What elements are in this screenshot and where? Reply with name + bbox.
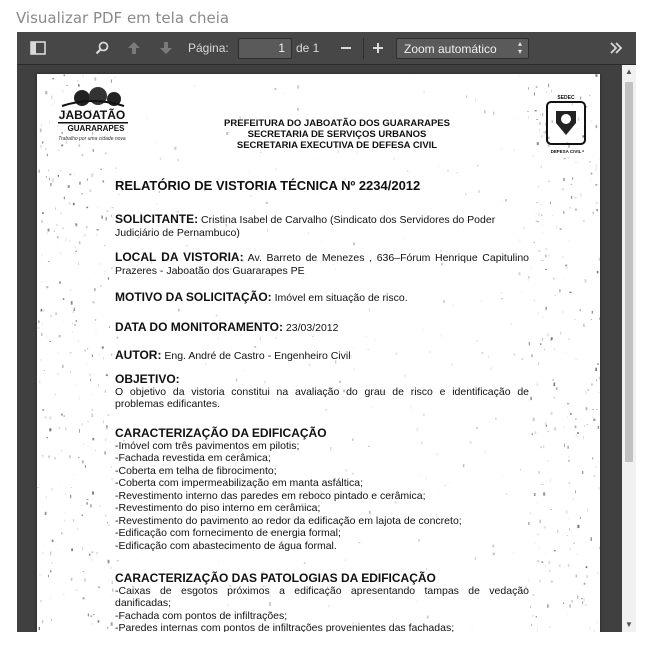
- chevron-double-right-icon: [609, 42, 623, 54]
- select-arrows-icon: ▴ ▾: [517, 39, 522, 56]
- zoom-in-button[interactable]: [367, 36, 389, 60]
- zoom-out-button[interactable]: [335, 36, 357, 60]
- motivo-value: Imóvel em situação de risco.: [274, 292, 408, 304]
- autor-field: [115, 349, 529, 363]
- data-field: [115, 321, 529, 335]
- scrollbar-thumb[interactable]: [625, 82, 633, 462]
- logo-right-top: SEDEC: [557, 95, 575, 101]
- search-icon: [95, 41, 109, 55]
- list-item: -Fachada com pontos de infiltrações;: [115, 609, 288, 622]
- list-item: -Coberta em telha de fibrocimento;: [115, 464, 277, 477]
- pdf-page: [37, 74, 600, 632]
- data-label: DATA DO MONITORAMENTO:: [115, 320, 283, 334]
- list-item: -Revestimento do piso interno em cerâmica;: [115, 502, 321, 514]
- list-item: -Fachada revestida em cerâmica;: [115, 452, 271, 464]
- local-label: LOCAL DA VISTORIA:: [115, 250, 244, 264]
- list-item: -Revestimento do pavimento ao redor da edificação em lajota de concreto;: [115, 514, 462, 527]
- zoom-select[interactable]: [396, 38, 529, 59]
- objetivo-field: [115, 373, 529, 411]
- list-item: -Coberta com impermeabilização em manta asfáltica;: [115, 477, 364, 489]
- list-item: -Edificação com fornecimento de energia formal;: [115, 527, 341, 539]
- org-line-2: SECRETARIA DE SERVIÇOS URBANOS: [247, 129, 427, 140]
- logo-left-line2: GUARARAPES: [67, 124, 125, 133]
- solicitante-field: [115, 213, 529, 239]
- arrow-up-icon: [127, 41, 141, 55]
- defesa-civil-logo: [544, 93, 589, 161]
- autor-value: Eng. André de Castro - Engenheiro Civil: [164, 350, 351, 362]
- solicitante-label: SOLICITANTE:: [115, 212, 199, 226]
- page-number-input[interactable]: 1: [238, 38, 292, 59]
- local-value: Av. Barreto de Menezes , 636–Fórum Henrique Capitulino Prazeres - Jaboatão dos Guararapes PE: [115, 252, 529, 277]
- document-content: [37, 74, 600, 632]
- scroll-down-arrow-icon[interactable]: ▼: [625, 620, 633, 629]
- caracterizacao-title: CARACTERIZAÇÃO DA EDIFICAÇÃO: [115, 426, 327, 440]
- list-item: -Paredes internas com pontos de infiltrações provenientes das fachadas;: [115, 622, 455, 632]
- arrow-down-icon: [159, 41, 173, 55]
- list-item: -Edificação com abastecimento de água formal.: [115, 539, 337, 552]
- sidebar-toggle-button[interactable]: [25, 36, 51, 60]
- jaboatao-logo: [52, 84, 132, 152]
- solicitante-value: Cristina Isabel de Carvalho (Sindicato dos Servidores do Poder Judiciário de Pernambuco): [115, 214, 496, 239]
- patologias-section: [115, 572, 529, 632]
- toolbar-separator: [363, 38, 364, 59]
- patologias-title: CARACTERIZAÇÃO DAS PATOLOGIAS DA EDIFICAÇÃO: [115, 571, 436, 585]
- list-item: -Revestimento interno das paredes em reboco pintado e cerâmica;: [115, 489, 426, 502]
- data-value: 23/03/2012: [285, 322, 339, 334]
- logo-left-tagline: Trabalho por uma cidade nova: [58, 136, 126, 142]
- objetivo-value: O objetivo da vistoria constitui na avaliação do grau de risco e identificação de problemas edificantes.: [115, 385, 529, 410]
- vertical-scrollbar[interactable]: [622, 65, 636, 632]
- search-button[interactable]: [89, 36, 115, 60]
- autor-label: AUTOR:: [115, 348, 162, 362]
- pdf-toolbar: [17, 32, 636, 65]
- page-label: Página:: [188, 41, 229, 55]
- tools-menu-button[interactable]: [604, 36, 628, 60]
- org-line-3: SECRETARIA EXECUTIVA DE DEFESA CIVIL: [236, 140, 438, 151]
- fullscreen-pdf-link[interactable]: Visualizar PDF em tela cheia: [16, 9, 230, 27]
- logo-right-bottom: DEFESA CIVIL: [550, 149, 582, 154]
- zoom-select-value: Zoom automático: [404, 42, 497, 56]
- report-title: RELATÓRIO DE VISTORIA TÉCNICA Nº 2234/2012: [115, 178, 421, 193]
- caracterizacao-section: [115, 427, 529, 552]
- motivo-field: [115, 291, 529, 305]
- page-total: de 1: [296, 41, 320, 55]
- pdf-viewer: [17, 32, 636, 632]
- list-item: -Imóvel com três pavimentos em pilotis;: [115, 439, 300, 452]
- objetivo-label: OBJETIVO:: [115, 372, 180, 386]
- logo-left-line1: JABOATÃO: [58, 108, 126, 122]
- scroll-up-arrow-icon[interactable]: ▲: [625, 67, 633, 76]
- motivo-label: MOTIVO DA SOLICITAÇÃO:: [115, 290, 272, 304]
- local-field: [115, 251, 529, 277]
- org-line-1: PREFEITURA DO JABOATÃO DOS GUARARAPES: [224, 118, 450, 129]
- previous-page-button[interactable]: [123, 36, 145, 60]
- defesa-civil-emblem-icon: [544, 93, 589, 161]
- minus-icon: [340, 42, 352, 54]
- plus-icon: [372, 42, 384, 54]
- next-page-button[interactable]: [155, 36, 177, 60]
- document-area[interactable]: [17, 65, 622, 632]
- jaboatao-emblem-icon: [52, 84, 132, 152]
- sidebar-toggle-icon: [30, 41, 46, 55]
- list-item: -Caixas de esgotos próximos a edificação apresentando tampas de vedação danificadas;: [115, 584, 529, 609]
- document-header: [187, 118, 487, 151]
